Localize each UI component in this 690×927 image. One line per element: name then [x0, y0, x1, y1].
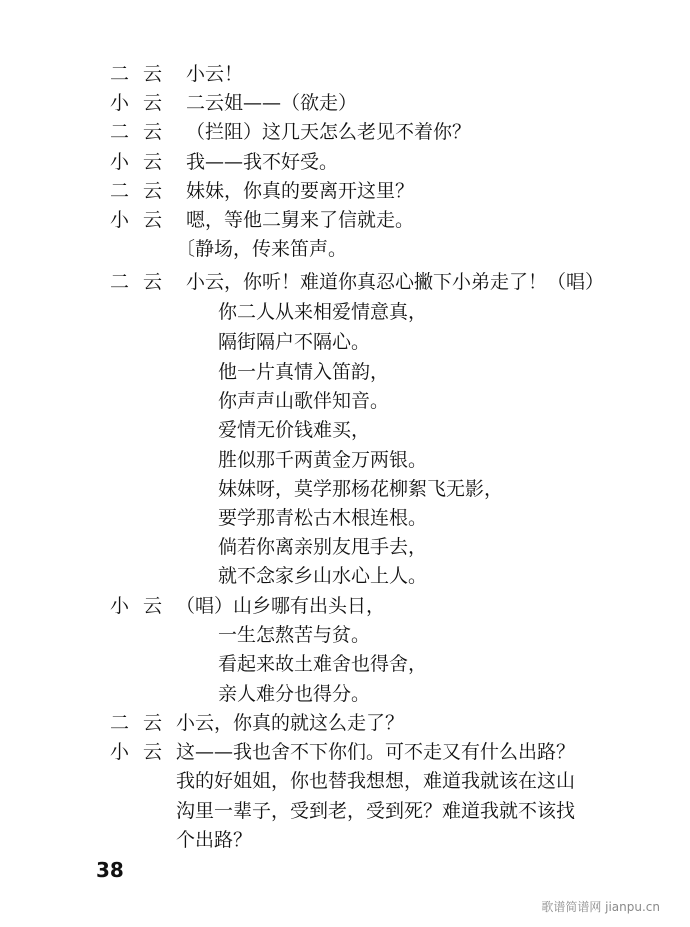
dialogue-text: 二云姐——（欲走）: [186, 92, 358, 114]
lyric-text: 你声声山歌伴知音。: [218, 390, 390, 412]
dialogue-text: （拦阻）这几天怎么老见不着你？: [186, 121, 472, 143]
speaker-label: 二云: [110, 712, 177, 734]
lyric-text: 爱情无价钱难买，: [218, 419, 371, 441]
speaker-label: 二云: [110, 271, 177, 293]
speaker-label: 小云: [110, 151, 177, 173]
lyric-text: 亲人难分也得分。: [218, 683, 371, 705]
dialogue-text: （唱）山乡哪有出头日，: [176, 595, 386, 617]
dialogue-text: 我——我不好受。: [186, 151, 339, 173]
lyric-text: 一生怎熬苦与贫。: [218, 624, 371, 646]
lyric-text: 就不念家乡山水心上人。: [218, 565, 428, 587]
dialogue-text: 小云！: [186, 63, 244, 85]
watermark: 歌谱简谱网 jianpu.cn: [541, 900, 660, 914]
dialogue-text: 小云，你真的就这么走了？: [176, 712, 405, 734]
speaker-label: 二云: [110, 180, 177, 202]
continuation-text: 沟里一辈子，受到老，受到死？难道我就不该找: [176, 800, 576, 822]
lyric-text: 隔街隔户不隔心。: [218, 331, 371, 353]
speaker-label: 小云: [110, 92, 177, 114]
dialogue-text: 小云，你听！难道你真忍心撇下小弟走了！（唱）: [186, 271, 605, 293]
continuation-text: 个出路？: [176, 829, 253, 851]
lyric-text: 看起来故土难舍也得舍，: [218, 653, 428, 675]
dialogue-text: 这——我也舍不下你们。可不走又有什么出路？: [176, 741, 576, 763]
page-number: 38: [96, 858, 124, 882]
lyric-text: 要学那青松古木根连根。: [218, 507, 428, 529]
continuation-text: 我的好姐姐，你也替我想想，难道我就该在这山: [176, 770, 576, 792]
lyric-text: 胜似那千两黄金万两银。: [218, 449, 428, 471]
dialogue-text: 妹妹，你真的要离开这里？: [186, 180, 415, 202]
speaker-label: 小云: [110, 741, 177, 763]
speaker-label: 小云: [110, 595, 177, 617]
lyric-text: 你二人从来相爱情意真，: [218, 301, 428, 323]
speaker-label: 二云: [110, 63, 177, 85]
lyric-text: 他一片真情入笛韵，: [218, 361, 390, 383]
lyric-text: 倘若你离亲别友甩手去，: [218, 536, 428, 558]
stage-direction: 〔静场，传来笛声。: [176, 238, 348, 260]
speaker-label: 二云: [110, 121, 177, 143]
lyric-text: 妹妹呀，莫学那杨花柳絮飞无影，: [218, 478, 504, 500]
speaker-label: 小云: [110, 209, 177, 231]
dialogue-text: 嗯，等他二舅来了信就走。: [186, 209, 415, 231]
